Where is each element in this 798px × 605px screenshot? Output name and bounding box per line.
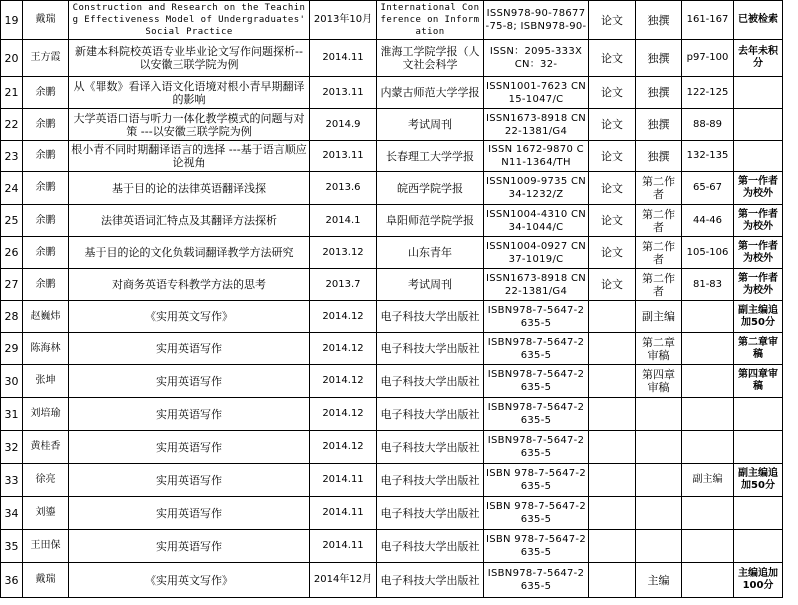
- title-cell: 基于目的论的文化负载词翻译教学方法研究: [69, 237, 310, 269]
- pages-cell: 65-67: [682, 172, 734, 205]
- table-row: [1, 464, 783, 497]
- row-number: 34: [1, 497, 23, 530]
- type-cell: [589, 365, 636, 398]
- author-cell: 余鹏: [23, 269, 69, 301]
- type-cell: [589, 464, 636, 497]
- date-cell: 2014.11: [310, 40, 377, 77]
- row-number: 30: [1, 365, 23, 398]
- publisher-cell: 电子科技大学出版社: [377, 398, 484, 431]
- date-cell: 2013.6: [310, 172, 377, 205]
- type-cell: 论文: [589, 205, 636, 237]
- type-cell: 论文: [589, 141, 636, 172]
- date-cell: 2014.11: [310, 497, 377, 530]
- pages-cell: [682, 563, 734, 598]
- pages-cell: [682, 365, 734, 398]
- title-cell: 新建本科院校英语专业毕业论文写作问题探析--以安徽三联学院为例: [69, 40, 310, 77]
- publisher-cell: 电子科技大学出版社: [377, 497, 484, 530]
- table-row: [1, 365, 783, 398]
- note-cell: 第四章审稿: [734, 365, 783, 398]
- issn-cell: ISBN978-7-5647-2635-5: [484, 398, 589, 431]
- date-cell: 2013.11: [310, 77, 377, 109]
- pages-cell: 161-167: [682, 1, 734, 40]
- author-cell: 余鹏: [23, 77, 69, 109]
- pages-cell: [682, 301, 734, 333]
- publisher-cell: International Conference on Information: [377, 1, 484, 40]
- date-cell: 2014.12: [310, 333, 377, 365]
- issn-cell: ISBN 978-7-5647-2635-5: [484, 497, 589, 530]
- pages-cell: 122-125: [682, 77, 734, 109]
- role-cell: [636, 464, 682, 497]
- role-cell: [636, 497, 682, 530]
- role-cell: 副主编: [636, 301, 682, 333]
- pages-cell: 132-135: [682, 141, 734, 172]
- type-cell: [589, 563, 636, 598]
- type-cell: [589, 497, 636, 530]
- issn-cell: ISBN978-7-5647-2635-5: [484, 431, 589, 464]
- publisher-cell: 电子科技大学出版社: [377, 563, 484, 598]
- row-number: 22: [1, 109, 23, 141]
- date-cell: 2014.12: [310, 301, 377, 333]
- publisher-cell: 考试周刊: [377, 109, 484, 141]
- table-row: [1, 333, 783, 365]
- pages-cell: p97-100: [682, 40, 734, 77]
- author-cell: 王方霞: [23, 40, 69, 77]
- note-cell: 第一作者为校外: [734, 237, 783, 269]
- table-row: [1, 269, 783, 301]
- issn-cell: ISBN978-7-5647-2635-5: [484, 365, 589, 398]
- type-cell: 论文: [589, 172, 636, 205]
- row-number: 20: [1, 40, 23, 77]
- note-cell: 第一作者为校外: [734, 205, 783, 237]
- type-cell: 论文: [589, 237, 636, 269]
- author-cell: 余鹏: [23, 205, 69, 237]
- publisher-cell: 电子科技大学出版社: [377, 464, 484, 497]
- title-cell: 实用英语写作: [69, 530, 310, 563]
- type-cell: [589, 431, 636, 464]
- role-cell: 第二作者: [636, 237, 682, 269]
- date-cell: 2014.11: [310, 464, 377, 497]
- title-cell: 法律英语词汇特点及其翻译方法探析: [69, 205, 310, 237]
- row-number: 27: [1, 269, 23, 301]
- note-cell: 第二章审稿: [734, 333, 783, 365]
- date-cell: 2014.12: [310, 365, 377, 398]
- title-cell: 《实用英文写作》: [69, 301, 310, 333]
- type-cell: [589, 333, 636, 365]
- author-cell: 陈海林: [23, 333, 69, 365]
- author-cell: 余鹏: [23, 109, 69, 141]
- table-row: [1, 398, 783, 431]
- issn-cell: ISSN1009-9735 CN34-1232/Z: [484, 172, 589, 205]
- note-cell: 去年未积分: [734, 40, 783, 77]
- author-cell: 余鹏: [23, 237, 69, 269]
- publisher-cell: 长春理工大学学报: [377, 141, 484, 172]
- issn-cell: ISBN 978-7-5647-2635-5: [484, 530, 589, 563]
- table-row: [1, 77, 783, 109]
- pages-cell: [682, 333, 734, 365]
- author-cell: 刘培瑜: [23, 398, 69, 431]
- issn-cell: ISBN 978-7-5647-2635-5: [484, 464, 589, 497]
- date-cell: 2013年10月: [310, 1, 377, 40]
- title-cell: 基于目的论的法律英语翻译浅探: [69, 172, 310, 205]
- row-number: 31: [1, 398, 23, 431]
- table-row: [1, 237, 783, 269]
- row-number: 25: [1, 205, 23, 237]
- title-cell: 大学英语口语与听力一体化教学模式的问题与对策 ---以安徽三联学院为例: [69, 109, 310, 141]
- author-cell: 黄桂香: [23, 431, 69, 464]
- note-cell: [734, 141, 783, 172]
- note-cell: 主编追加100分: [734, 563, 783, 598]
- note-cell: 副主编追加50分: [734, 464, 783, 497]
- publisher-cell: 内蒙古师范大学学报: [377, 77, 484, 109]
- title-cell: Construction and Research on the Teaching Effectiveness Model of Undergraduates' Social Practice: [69, 1, 310, 40]
- date-cell: 2014.12: [310, 431, 377, 464]
- note-cell: 第一作者为校外: [734, 269, 783, 301]
- role-cell: 第二作者: [636, 205, 682, 237]
- publisher-cell: 电子科技大学出版社: [377, 431, 484, 464]
- issn-cell: ISSN1673-8918 CN22-1381/G4: [484, 269, 589, 301]
- note-cell: 已被检索: [734, 1, 783, 40]
- role-cell: 第二章审稿: [636, 333, 682, 365]
- role-cell: 独撰: [636, 77, 682, 109]
- type-cell: [589, 530, 636, 563]
- row-number: 19: [1, 1, 23, 40]
- table-row: [1, 205, 783, 237]
- publisher-cell: 电子科技大学出版社: [377, 530, 484, 563]
- table-row: [1, 141, 783, 172]
- table-row: [1, 563, 783, 598]
- title-cell: 实用英语写作: [69, 431, 310, 464]
- pages-cell: [682, 497, 734, 530]
- table-row: [1, 530, 783, 563]
- date-cell: 2013.7: [310, 269, 377, 301]
- row-number: 35: [1, 530, 23, 563]
- pages-cell: [682, 431, 734, 464]
- type-cell: [589, 301, 636, 333]
- row-number: 32: [1, 431, 23, 464]
- author-cell: 赵巍炜: [23, 301, 69, 333]
- author-cell: 余鹏: [23, 172, 69, 205]
- note-cell: [734, 431, 783, 464]
- row-number: 26: [1, 237, 23, 269]
- pages-cell: 副主编: [682, 464, 734, 497]
- table-row: [1, 109, 783, 141]
- author-cell: 刘鎏: [23, 497, 69, 530]
- row-number: 24: [1, 172, 23, 205]
- publisher-cell: 考试周刊: [377, 269, 484, 301]
- type-cell: 论文: [589, 109, 636, 141]
- author-cell: 王田保: [23, 530, 69, 563]
- pages-cell: 105-106: [682, 237, 734, 269]
- publisher-cell: 电子科技大学出版社: [377, 301, 484, 333]
- date-cell: 2014.9: [310, 109, 377, 141]
- pages-cell: [682, 530, 734, 563]
- author-cell: 徐亮: [23, 464, 69, 497]
- date-cell: 2014.11: [310, 530, 377, 563]
- title-cell: 对商务英语专科教学方法的思考: [69, 269, 310, 301]
- publisher-cell: 皖西学院学报: [377, 172, 484, 205]
- role-cell: 独撰: [636, 141, 682, 172]
- issn-cell: ISSN1001-7623 CN15-1047/C: [484, 77, 589, 109]
- title-cell: 根小青不同时期翻译语言的选择 ---基于语言顺应论视角: [69, 141, 310, 172]
- type-cell: 论文: [589, 77, 636, 109]
- role-cell: 独撰: [636, 109, 682, 141]
- role-cell: 主编: [636, 563, 682, 598]
- date-cell: 2013.11: [310, 141, 377, 172]
- note-cell: [734, 497, 783, 530]
- issn-cell: ISSN1004-4310 CN34-1044/C: [484, 205, 589, 237]
- title-cell: 实用英语写作: [69, 464, 310, 497]
- note-cell: 第一作者为校外: [734, 172, 783, 205]
- role-cell: [636, 431, 682, 464]
- row-number: 29: [1, 333, 23, 365]
- type-cell: [589, 398, 636, 431]
- publisher-cell: 山东青年: [377, 237, 484, 269]
- title-cell: 《实用英文写作》: [69, 563, 310, 598]
- pages-cell: 44-46: [682, 205, 734, 237]
- issn-cell: ISSN1004-0927 CN37-1019/C: [484, 237, 589, 269]
- row-number: 23: [1, 141, 23, 172]
- role-cell: 第四章审稿: [636, 365, 682, 398]
- row-number: 36: [1, 563, 23, 598]
- note-cell: 副主编追加50分: [734, 301, 783, 333]
- title-cell: 实用英语写作: [69, 398, 310, 431]
- table-row: [1, 497, 783, 530]
- table-row: [1, 301, 783, 333]
- publisher-cell: 阜阳师范学院学报: [377, 205, 484, 237]
- table-row: [1, 1, 783, 40]
- note-cell: [734, 77, 783, 109]
- table-row: [1, 431, 783, 464]
- publisher-cell: 电子科技大学出版社: [377, 333, 484, 365]
- issn-cell: ISSN978-90-78677-75-8; ISBN978-90-: [484, 1, 589, 40]
- author-cell: 戴瑞: [23, 1, 69, 40]
- date-cell: 2014年12月: [310, 563, 377, 598]
- pages-cell: 81-83: [682, 269, 734, 301]
- title-cell: 实用英语写作: [69, 365, 310, 398]
- role-cell: 独撰: [636, 1, 682, 40]
- title-cell: 从《罪数》看译入语文化语境对根小青早期翻译的影响: [69, 77, 310, 109]
- author-cell: 张坤: [23, 365, 69, 398]
- title-cell: 实用英语写作: [69, 497, 310, 530]
- issn-cell: ISSN 1672-9870 CN11-1364/TH: [484, 141, 589, 172]
- date-cell: 2014.12: [310, 398, 377, 431]
- date-cell: 2014.1: [310, 205, 377, 237]
- issn-cell: ISSN：2095-333X CN：32-: [484, 40, 589, 77]
- author-cell: 戴瑞: [23, 563, 69, 598]
- pages-cell: 88-89: [682, 109, 734, 141]
- row-number: 28: [1, 301, 23, 333]
- role-cell: 第二作者: [636, 172, 682, 205]
- title-cell: 实用英语写作: [69, 333, 310, 365]
- note-cell: [734, 398, 783, 431]
- table-row: [1, 40, 783, 77]
- type-cell: 论文: [589, 269, 636, 301]
- date-cell: 2013.12: [310, 237, 377, 269]
- publisher-cell: 淮海工学院学报（人文社会科学: [377, 40, 484, 77]
- issn-cell: ISSN1673-8918 CN22-1381/G4: [484, 109, 589, 141]
- publisher-cell: 电子科技大学出版社: [377, 365, 484, 398]
- row-number: 33: [1, 464, 23, 497]
- note-cell: [734, 109, 783, 141]
- issn-cell: ISBN978-7-5647-2635-5: [484, 333, 589, 365]
- issn-cell: ISBN978-7-5647-2635-5: [484, 563, 589, 598]
- type-cell: 论文: [589, 40, 636, 77]
- role-cell: [636, 530, 682, 563]
- type-cell: 论文: [589, 1, 636, 40]
- author-cell: 余鹏: [23, 141, 69, 172]
- note-cell: [734, 530, 783, 563]
- issn-cell: ISBN978-7-5647-2635-5: [484, 301, 589, 333]
- role-cell: [636, 398, 682, 431]
- table-row: [1, 172, 783, 205]
- pages-cell: [682, 398, 734, 431]
- role-cell: 第二作者: [636, 269, 682, 301]
- role-cell: 独撰: [636, 40, 682, 77]
- row-number: 21: [1, 77, 23, 109]
